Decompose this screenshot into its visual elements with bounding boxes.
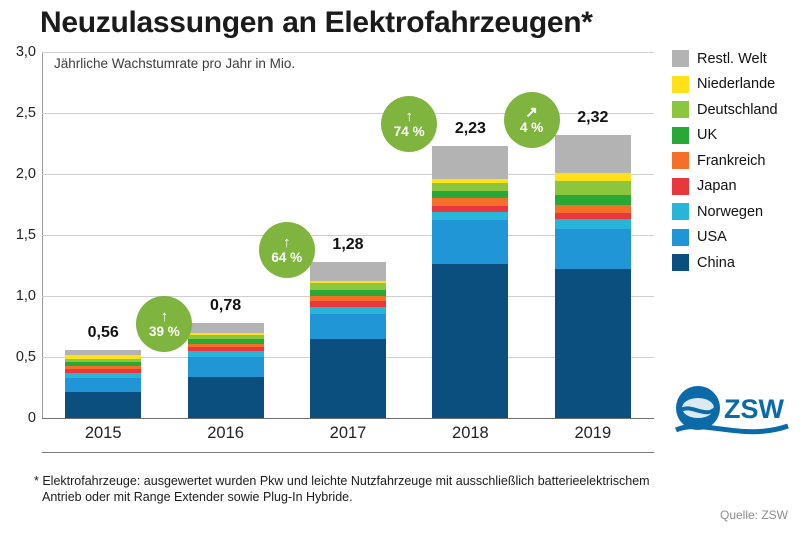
bar-2016: [188, 323, 264, 418]
footnote: [34, 473, 694, 505]
bar-segment-norwegen: [310, 307, 386, 314]
bar-2018: [432, 146, 508, 418]
x-tick-label-2019: 2019: [574, 424, 612, 442]
bar-segment-deutschland: [188, 335, 264, 339]
bar-segment-china: [555, 269, 631, 418]
legend-label: Frankreich: [697, 152, 766, 169]
bar-total-label: 2,23: [454, 119, 486, 137]
bar-segment-deutschland: [555, 181, 631, 194]
bar-segment-frankreich: [65, 366, 141, 370]
bar-2019: [555, 135, 631, 418]
growth-percent-label: 64 %: [271, 249, 303, 265]
bar-total-label: 1,28: [332, 235, 364, 253]
bar-segment-restl-welt: [432, 146, 508, 179]
bar-segment-china: [188, 377, 264, 418]
legend-swatch-icon: [672, 101, 689, 118]
zsw-logo: [672, 380, 790, 442]
plot-area: [15, 44, 654, 426]
growth-arrow-icon: ↗: [525, 103, 538, 121]
legend-item-niederlande[interactable]: [672, 72, 800, 98]
bar-segment-uk: [310, 290, 386, 296]
bar-2017: [310, 262, 386, 418]
growth-percent-label: 74 %: [393, 123, 425, 139]
bar-segment-niederlande: [432, 179, 508, 183]
bar-segment-china: [432, 264, 508, 418]
footnote-line-1: * Elektrofahrzeuge: ausgewertet wurden Pkw und leichte Nutzfahrzeuge mit ausschließlich batterieelektrischem: [34, 474, 650, 488]
bar-segment-japan: [555, 213, 631, 219]
legend-swatch-icon: [672, 229, 689, 246]
legend-item-usa[interactable]: [672, 225, 800, 251]
bar-segment-norwegen: [555, 219, 631, 229]
growth-arrow-icon: ↑: [160, 307, 169, 325]
x-tick-label-2017: 2017: [329, 424, 367, 442]
legend-label: Japan: [697, 178, 737, 195]
legend-label: Deutschland: [697, 101, 778, 118]
bar-total-label: 2,32: [577, 108, 609, 126]
bar-segment-deutschland: [65, 359, 141, 361]
growth-arrow-icon: ↑: [283, 233, 291, 251]
legend-label: USA: [697, 229, 727, 246]
legend-item-restl-welt[interactable]: [672, 46, 800, 72]
legend-swatch-icon: [672, 127, 689, 144]
bar-segment-china: [310, 339, 386, 418]
bar-segment-usa: [555, 229, 631, 269]
chart-subtitle: Jährliche Wachstumrate pro Jahr in Mio.: [54, 56, 296, 71]
bar-segment-japan: [310, 301, 386, 307]
legend-item-china[interactable]: [672, 250, 800, 276]
growth-arrow-icon: ↑: [405, 107, 413, 125]
y-tick-label: 1,5: [15, 227, 36, 243]
bar-segment-niederlande: [555, 173, 631, 182]
bar-segment-uk: [65, 362, 141, 366]
bar-segment-usa: [188, 357, 264, 377]
legend-swatch-icon: [672, 254, 689, 271]
legend-label: Norwegen: [697, 203, 764, 220]
bar-segment-frankreich: [555, 205, 631, 214]
bar-segment-norwegen: [432, 212, 508, 221]
legend-label: Niederlande: [697, 76, 776, 93]
bar-segment-japan: [65, 369, 141, 373]
legend-swatch-icon: [672, 203, 689, 220]
legend-label: Restl. Welt: [697, 50, 767, 67]
bar-segment-restl-welt: [65, 350, 141, 355]
bar-segment-norwegen: [65, 373, 141, 378]
legend-item-deutschland[interactable]: [672, 97, 800, 123]
bar-segment-deutschland: [310, 283, 386, 290]
growth-bubble-2015-2016: [136, 296, 192, 352]
bar-segment-deutschland: [432, 183, 508, 192]
gridline: [42, 52, 654, 53]
y-tick-label: 2,5: [15, 105, 36, 121]
growth-bubble-2017-2018: [381, 96, 437, 152]
bar-segment-frankreich: [188, 344, 264, 348]
bar-total-label: 0,56: [87, 323, 119, 341]
x-tick-label-2015: 2015: [84, 424, 122, 442]
growth-bubble-2018-2019: [504, 92, 560, 148]
legend-label: UK: [697, 127, 718, 144]
legend-swatch-icon: [672, 50, 689, 67]
bar-segment-uk: [555, 195, 631, 205]
bar-segment-usa: [65, 378, 141, 393]
legend-label: China: [697, 254, 735, 271]
bar-2015: [65, 350, 141, 418]
svg-text:ZSW: ZSW: [724, 394, 784, 424]
bar-segment-japan: [432, 206, 508, 212]
bar-segment-china: [65, 392, 141, 418]
bar-total-label: 0,78: [210, 296, 242, 314]
bar-segment-japan: [188, 347, 264, 351]
gridline: [42, 418, 654, 419]
bar-segment-usa: [310, 314, 386, 338]
bar-segment-usa: [432, 220, 508, 264]
bar-segment-frankreich: [432, 198, 508, 205]
x-axis-line: [42, 452, 654, 453]
bar-segment-uk: [432, 191, 508, 198]
bar-segment-niederlande: [65, 355, 141, 360]
y-tick-label: 0: [27, 410, 36, 426]
legend-item-japan[interactable]: [672, 174, 800, 200]
bar-segment-restl-welt: [555, 135, 631, 173]
legend-swatch-icon: [672, 76, 689, 93]
legend-swatch-icon: [672, 178, 689, 195]
y-tick-label: 2,0: [15, 166, 36, 182]
growth-bubble-2016-2017: [259, 222, 315, 278]
bar-segment-frankreich: [310, 296, 386, 301]
legend-item-uk[interactable]: [672, 123, 800, 149]
bar-segment-restl-welt: [188, 323, 264, 333]
footnote-line-2: Antrieb oder mit Range Extender sowie Plug-In Hybride.: [42, 490, 353, 504]
page-title: Neuzulassungen an Elektrofahrzeugen*: [40, 6, 593, 39]
y-tick-label: 1,0: [15, 288, 36, 304]
legend-swatch-icon: [672, 152, 689, 169]
bar-segment-norwegen: [188, 351, 264, 357]
source-label: Quelle: ZSW: [719, 508, 788, 522]
y-tick-label: 3,0: [15, 44, 36, 60]
x-tick-label-2018: 2018: [452, 424, 489, 442]
x-tick-label-2016: 2016: [207, 424, 244, 442]
bar-segment-restl-welt: [310, 262, 386, 282]
growth-percent-label: 4 %: [519, 119, 544, 135]
bar-segment-uk: [188, 339, 264, 344]
legend: [672, 46, 800, 276]
bar-segment-niederlande: [188, 333, 264, 335]
y-tick-label: 0,5: [15, 349, 36, 365]
legend-item-frankreich[interactable]: [672, 148, 800, 174]
growth-percent-label: 39 %: [149, 323, 180, 339]
legend-item-norwegen[interactable]: [672, 199, 800, 225]
bar-segment-niederlande: [310, 281, 386, 282]
